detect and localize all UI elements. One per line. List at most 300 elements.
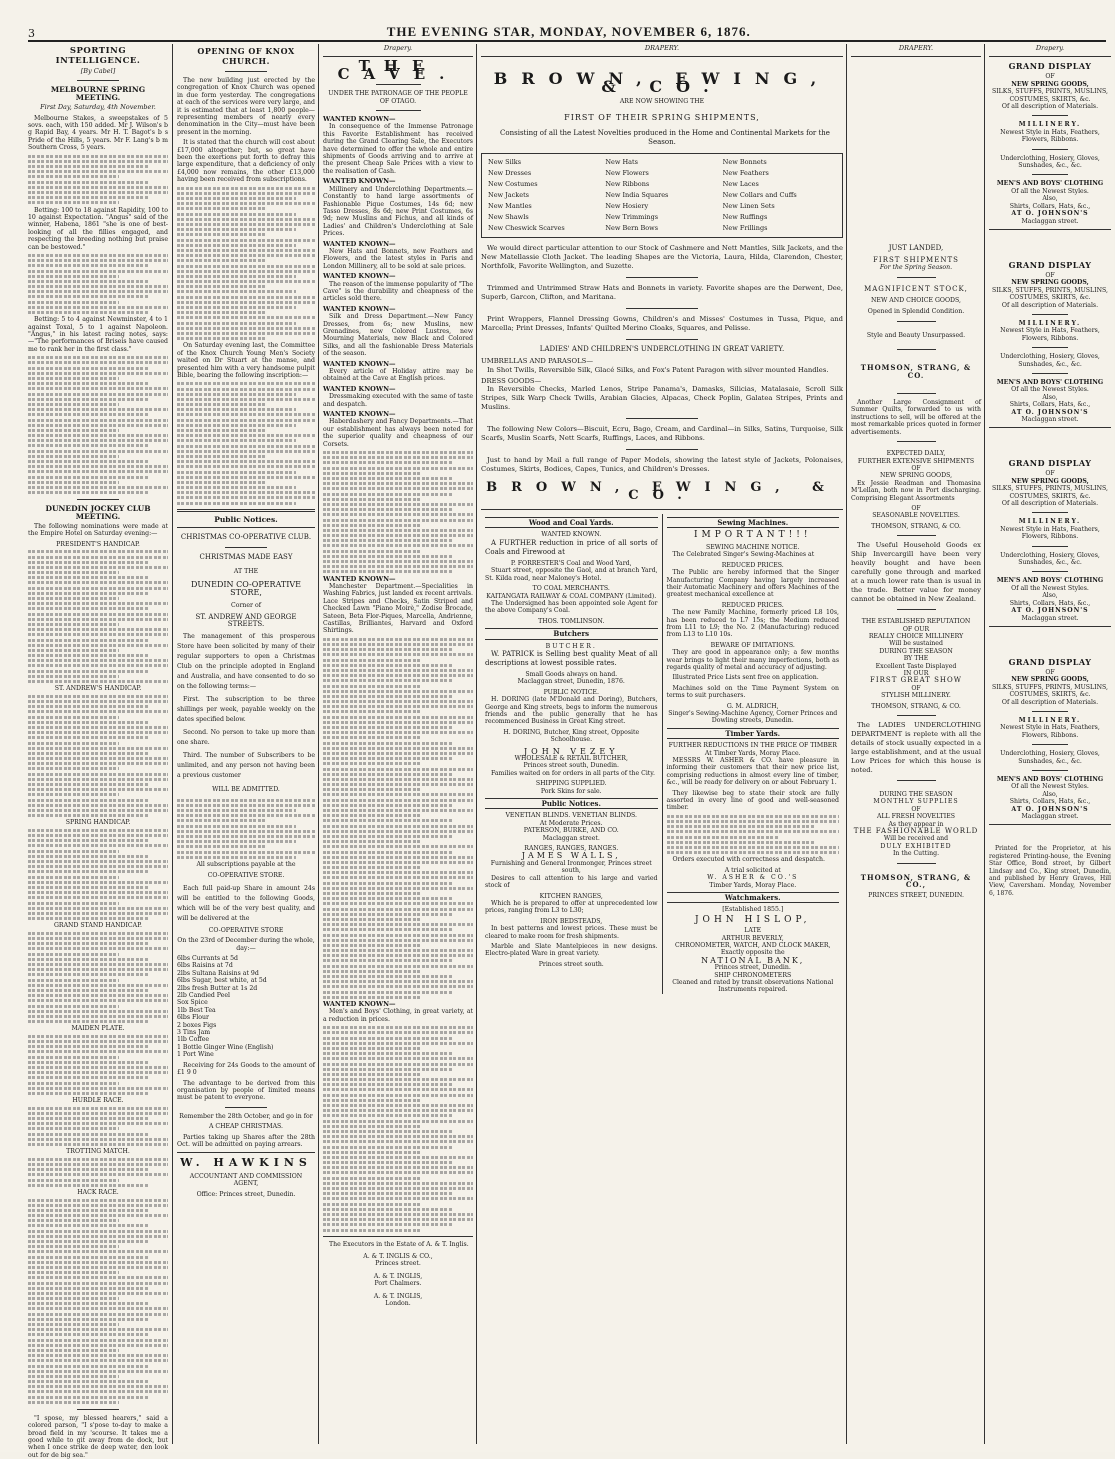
- in-our: IN OUR: [903, 670, 929, 677]
- cave-w1: In consequence of the Immense Patronage this Favorite Establishment has received during the Grand Clearing Sale, the Executors have determined to offer the whole and entire shipments of Goods arriving and to arrive at the present Cheap Sale Prices with a view to the realisation of Cash.: [323, 123, 473, 175]
- wood-coal-label: Wood and Coal Yards.: [485, 517, 658, 528]
- drapery-label-4: Drapery.: [1035, 44, 1065, 52]
- dress-goods-label: DRESS GOODS—: [481, 376, 542, 385]
- tomlinson: THOS. TOMLINSON.: [538, 617, 605, 625]
- new-spring: NEW SPRING GOODS,: [1011, 279, 1089, 287]
- wrappers-para: Print Wrappers, Flannel Dressing Gowns, Children's and Misses' Costumes in Tussa, Pique, and Marcella; Print Dresses, Infants' Quilted Merino Cloaks, Squares, and Pelisse.: [481, 315, 843, 333]
- sole-agent: The Undersigned has been appointed sole Agent for the above Company's Coal.: [485, 599, 658, 615]
- johnson-name: AT O. JOHNSON'S: [1011, 210, 1089, 218]
- streets: ST. ANDREW AND GEORGE STREETS.: [195, 612, 297, 628]
- walls-best: In best patterns and lowest prices. These must be cleared to make room for fresh shipments.: [485, 925, 658, 940]
- johnson-ad-4: [989, 657, 1111, 826]
- race-hurdle: HURDLE RACE.: [72, 1097, 124, 1105]
- race-maiden: MAIDEN PLATE.: [71, 1025, 125, 1033]
- nominations-intro: The following nominations were made at the Empire Hotel on Saturday evening:—: [28, 522, 168, 538]
- grid-item: New Feathers: [722, 169, 769, 178]
- hawkins-office: Office: Princes street, Dunedin.: [196, 1190, 296, 1198]
- duly-exhibited: DULY EXHIBITED: [880, 842, 952, 850]
- subcolumn-sewing: [662, 514, 844, 994]
- coop-store-2: CO-OPERATIVE STORE.: [207, 872, 285, 880]
- really-choice: REALLY CHOICE MILLINERY: [868, 632, 964, 640]
- expected-daily: EXPECTED DAILY,: [886, 450, 946, 458]
- grid-item: New Hosiery: [605, 202, 649, 211]
- new-spring-goods: NEW SPRING GOODS,: [879, 472, 953, 480]
- drapery-label: Drapery.: [383, 44, 413, 52]
- all-desc: Of all description of Materials.: [1001, 698, 1099, 706]
- wanted-known: WANTED KNOWN—: [323, 410, 396, 419]
- new-spring: NEW SPRING GOODS,: [1011, 80, 1089, 88]
- grid-item: New Laces: [722, 180, 759, 189]
- newest-style: Newest Style in Hats, Feathers, Flowers, Ribbons.: [1000, 724, 1100, 739]
- ship-chronometers: SHIP CHRONOMETERS: [714, 971, 792, 979]
- important: IMPORTANT!!!: [693, 530, 812, 541]
- butchers-label: Butchers: [485, 628, 658, 639]
- of-label: OF: [1045, 668, 1055, 676]
- silks: SILKS, STUFFS, PRINTS, MUSLINS, COSTUMES, SKIRTS, &c.: [992, 88, 1108, 103]
- new-spring: NEW SPRING GOODS,: [1011, 676, 1089, 684]
- dress-goods-para: In Reversible Checks, Marled Lenos, Stripe Panama's, Damasks, Silicias, Matalasaie, Scroll Silk Stripes, Silk Warp Check Twills, Arabian Glacies, Alpacas, Check Poplin, Galatea Stripes, Prints and Muslins.: [481, 385, 843, 412]
- colors-para: The following New Colors—Biscuit, Ecru, Bago, Cream, and Cardinal—in Silks, Satins, Turquoise, Silk Scarfs, Muslin Scarfs, Nett Scarfs, Ruffings, Laces, and Ribbons.: [481, 425, 843, 443]
- grid-item: New Dresses: [488, 169, 532, 178]
- during-season: DURING THE SEASON: [879, 647, 953, 655]
- wanted-known: WANTED KNOWN—: [323, 384, 396, 393]
- cave-w7: Dressmaking executed with the same of taste and despatch.: [323, 393, 473, 408]
- grid-item: New Costumes: [488, 180, 538, 189]
- consisting: Consisting of all the Latest Novelties produced in the Home and Continental Markets for the Season.: [500, 129, 830, 147]
- maclaggan-st: Maclaggan street.: [1021, 217, 1079, 225]
- cave-w10: Men's and Boys' Clothing, in great variety, at a reduction in prices.: [323, 1008, 473, 1023]
- angus-paragraph: Betting: 5 to 4 against Newminster, 4 to 1 against Toxal, 5 to 1 against Napoleon. "Angus," in his latest racing notes, says:—"The performances of Briseis have caused me to rank her in the first class.": [28, 316, 168, 353]
- maclaggan: Maclaggan street, Dunedin, 1876.: [517, 678, 625, 686]
- thomson-strang-1: THOMSON, STRANG, & CO.: [860, 363, 972, 380]
- silks: SILKS, STUFFS, PRINTS, MUSLINS, COSTUMES, SKIRTS, &c.: [992, 286, 1108, 302]
- knox-heading: OPENING OF KNOX CHURCH.: [197, 46, 295, 66]
- drapery-label-2: DRAPERY.: [644, 44, 680, 52]
- grand-display: GRAND DISPLAY: [1008, 458, 1092, 469]
- johnson-name: AT O. JOHNSON'S: [1011, 408, 1089, 416]
- johnson-name: AT O. JOHNSON'S: [1011, 805, 1089, 813]
- wanted-known: WANTED KNOWN—: [323, 574, 396, 583]
- grid-item: New Collars and Cuffs: [722, 191, 797, 200]
- coop-club: CHRISTMAS CO-OPERATIVE CLUB.: [180, 533, 312, 542]
- coop-first: First. The subscription to be three shillings per week, payable weekly on the dates specified below.: [177, 696, 315, 724]
- advantage: The advantage to be derived from this organisation by people of limited means must be patent to everyone.: [177, 1079, 315, 1102]
- race-presidents: PRESIDENT'S HANDICAP.: [56, 540, 140, 548]
- during-season-2: DURING THE SEASON: [879, 791, 953, 799]
- cave-w6: Every article of Holiday attire may be obtained at the Cave at English prices.: [323, 368, 473, 383]
- first-great-show: FIRST GREAT SHOW: [870, 676, 962, 685]
- race-results: Melbourne Stakes, a sweepstakes of 5 sovs. each, with 150 added. Mr J. Wilson's b g Rapid Bay, 4 years. Mr H. T. Bagot's b s Pride of the Hills, 5 years. Mr F. Lang's b m Southern Cross, 5 years.: [28, 114, 168, 152]
- further-shipments: FURTHER EXTENSIVE SHIPMENTS: [857, 457, 975, 465]
- ships: Ex Jessie Readman and Thomasina M'Lellan, both now in Port discharging. Comprising Elegant Assortments: [851, 479, 981, 502]
- goods-row: 6lbs Flour: [177, 1014, 209, 1022]
- moderate-prices: At Moderate Prices.: [539, 819, 603, 827]
- wanted-known: WANTED KNOWN—: [323, 115, 396, 124]
- race-trotting: TROTTING MATCH.: [66, 1148, 130, 1156]
- monthly-supplies: MONTHLY SUPPLIES: [873, 798, 959, 806]
- thomson-strang-3: THOMSON, STRANG, & CO.: [871, 702, 961, 710]
- silks: SILKS, STUFFS, PRINTS, MUSLINS, COSTUMES, SKIRTS, &c.: [992, 485, 1108, 500]
- maclaggan-2: Maclaggan street.: [542, 834, 600, 842]
- maclaggan-st: Maclaggan street.: [1021, 416, 1079, 423]
- kitchen-ranges: KITCHEN RANGES,: [539, 892, 603, 900]
- brown-ewing-title: BROWN, EWING, & CO.: [493, 69, 831, 96]
- opened: Opened in Splendid Condition.: [867, 308, 965, 316]
- mens-clothing: MEN'S AND BOYS' CLOTHING: [996, 775, 1104, 783]
- princes-street: PRINCES STREET, DUNEDIN.: [868, 891, 964, 899]
- lower-subcolumns: [481, 514, 843, 994]
- of-4: OF: [911, 805, 921, 813]
- race-spring: SPRING HANDICAP.: [65, 819, 131, 827]
- patronage: UNDER THE PATRONAGE OF THE PEOPLE OF OTAGO.: [328, 90, 468, 105]
- also: Also,: [1042, 195, 1058, 203]
- grid-item: New Mantles: [488, 202, 532, 211]
- at-the: AT THE: [233, 567, 259, 575]
- of-all: Of all the Newest Styles.: [1011, 386, 1089, 394]
- maclaggan-st: Maclaggan street.: [1021, 614, 1079, 622]
- column-sporting: [28, 44, 172, 1459]
- walls-desires: Desires to call attention to his large and varied stock of: [485, 874, 658, 890]
- hawkins-agent: ACCOUNTANT AND COMMISSION AGENT,: [189, 1172, 303, 1188]
- coop-management: The management of this prosperous Store have been solicited by many of their regular supporters to open a Christmas Club on the principle adopted in England and Australia, and have consented to do so on the following terms:—: [177, 633, 315, 691]
- watchmakers-label: Watchmakers.: [667, 892, 840, 903]
- shipping-supplied: SHIPPING SUPPLIED.: [535, 780, 607, 788]
- inglis-london: A. & T. INGLIS,: [373, 1292, 423, 1300]
- inglis-port: A. & T. INGLIS,: [373, 1272, 423, 1280]
- asher-name: W. ASHER & CO.'S: [707, 874, 799, 882]
- subscriptions-payable: All subscriptions payable at the: [196, 860, 296, 868]
- shirts: Shirts, Collars, Hats, &c.,: [1009, 401, 1091, 409]
- chronometer-maker: CHRONOMETER, WATCH, AND CLOCK MAKER,: [675, 942, 831, 950]
- walls-marble: Marble and Slate Mantelpieces in new designs. Electro-plated Ware in great variety.: [485, 942, 658, 958]
- pork-skins: Pork Skins for sale.: [540, 787, 602, 795]
- asher-para: MESSRS W. ASHER & CO. have pleasure in informing their customers that their new price list, comprising reductions in almost every line of timber, &c., will be ready for delivery on or about February 1.: [666, 757, 839, 787]
- of-label: OF: [1045, 73, 1055, 81]
- hislop: JOHN HISLOP,: [694, 914, 811, 925]
- paterson-burke: PATERSON, BURKE, AND CO.: [523, 827, 619, 835]
- race-hack: HACK RACE.: [77, 1188, 119, 1196]
- betting-paragraph: Betting: 100 to 18 against Rapidity, 100 to 10 against Expectation. "Angus" said of the winner, Habena, 1861 "she is one of best-looking of all the fillies engaged, and respecting the breeding nothing but praise can be bestowed.": [28, 206, 168, 251]
- in-the: In the Cutting.: [892, 850, 940, 858]
- goods-row: 2 boxes Figs: [177, 1021, 217, 1029]
- grid-item: New Hats: [605, 158, 638, 167]
- grid-item: New Frillings: [722, 224, 768, 233]
- late: LATE: [744, 927, 762, 935]
- illustrated: Illustrated Price Lists sent free on application.: [672, 674, 819, 682]
- hawkins-name: W. HAWKINS: [180, 1156, 312, 1170]
- coop-third: Third. The number of Subscribers to be unlimited, and any person not having been a previous customer: [177, 752, 315, 780]
- also: Also,: [1042, 592, 1058, 600]
- first-shipments: FIRST SHIPMENTS: [873, 255, 959, 264]
- useful-goods: The Useful Household Goods ex Ship Invercargill have been very heavily bought and have been carefully gone through and marked at a much lower rate than is usual in the trade. Better value for money cannot be obtained in New Zealand.: [851, 541, 981, 604]
- masthead: [28, 22, 1106, 42]
- remember: Remember the 28th October, and go in for: [179, 1112, 313, 1120]
- will-be: Will be received and: [883, 835, 949, 843]
- cave-w3: New Hats and Bonnets, new Feathers and Flowers, and the latest styles in Paris and London Millinery, all to be sold at sale prices.: [323, 247, 473, 270]
- grid-item: New Jackets: [488, 191, 530, 200]
- grid-item: New Silks: [488, 158, 522, 167]
- reduced-prices-2: REDUCED PRICES.: [721, 601, 784, 609]
- column-johnson: [984, 44, 1115, 1444]
- summer-quilts: Another Large Consignment of Summer Quilts, forwarded to us with instructions to sell, will be offered at the most remarkable prices quoted in former advertisements.: [851, 399, 981, 436]
- grid-item: New Bonnets: [722, 158, 767, 167]
- coal-merchants: TO COAL MERCHANTS.: [532, 585, 610, 593]
- new-goods-grid: [481, 153, 843, 238]
- walls-south: Princes street south.: [538, 960, 604, 968]
- silks: SILKS, STUFFS, PRINTS, MUSLINS, COSTUMES, SKIRTS, &c.: [992, 683, 1108, 699]
- timber-label: Timber Yards.: [667, 728, 840, 739]
- underclothing: Underclothing, Hosiery, Gloves, Sunshades, &c., &c.: [1000, 154, 1100, 170]
- walls-which: Which he is prepared to offer at unprecedented low prices, ranging from L3 to L30;: [485, 899, 658, 915]
- wanted-known: WANTED KNOWN—: [323, 272, 396, 281]
- grand-display: GRAND DISPLAY: [1008, 656, 1092, 667]
- share-entitled: Each full paid-up Share in amount 24s will be entitled to the following Goods, which will be of the very best quality, and will be delivered at the: [177, 884, 315, 922]
- kaitangata: KAITANGATA RAILWAY & COAL COMPANY (Limited).: [486, 592, 657, 600]
- national-bank: NATIONAL BANK,: [701, 955, 805, 965]
- also: Also,: [1042, 393, 1058, 401]
- style-beauty: Style and Beauty Unsurpassed.: [866, 331, 966, 339]
- newest-style: Newest Style in Hats, Feathers, Flowers, Ribbons.: [1000, 128, 1100, 144]
- grid-item: New Ruffings: [722, 213, 768, 222]
- patrick-ad: W. PATRICK is Selling best quality Meat of all descriptions at lowest possible rates.: [485, 649, 658, 667]
- grid-item: New Shawls: [488, 213, 529, 222]
- james-walls: JAMES WALLS,: [521, 851, 621, 861]
- sewing-label: Sewing Machines.: [667, 517, 840, 528]
- of-3: OF: [911, 684, 921, 692]
- sustained: Will be sustained: [889, 640, 943, 648]
- of-our: OF OUR: [902, 625, 930, 633]
- just-landed: JUST LANDED,: [888, 244, 944, 253]
- grid-item: New Linen Sets: [722, 202, 775, 211]
- also: Also,: [1042, 790, 1058, 798]
- cave-w5: Silk and Dress Department.—New Fancy Dresses, from 6s; new Muslins, new Grenadines, new Colored Lustres, new Mourning Materials, new Black and Colored Silks, and all the fashionable Dress Materials of the season.: [323, 313, 473, 358]
- race-st-andrews: ST. ANDREW'S HANDICAP.: [54, 685, 142, 693]
- inglis-co-addr: Princes street.: [375, 1260, 421, 1268]
- iron-bedsteads: IRON BEDSTEADS,: [540, 917, 603, 925]
- grid-item: New Cheswick Scarves: [488, 224, 565, 233]
- cave-w8: Haberdashery and Fancy Departments.—That our establishment has always been noted for the superior quality and cheapness of our Corsets.: [323, 418, 473, 448]
- receiving-total: Receiving for 24s Goods to the amount of £1 9 0: [177, 1061, 315, 1077]
- column-brown-ewing: [476, 44, 847, 1444]
- millinery: MILLINERY.: [1018, 319, 1082, 327]
- first-day: First Day, Saturday, 4th November.: [40, 103, 156, 112]
- grid-item: New Bern Bows: [605, 224, 659, 233]
- wanted-known: WANTED KNOWN—: [323, 239, 396, 248]
- parties-shares: Parties taking up Shares after the 28th Oct. will be admitted on paying arrears.: [177, 1133, 315, 1148]
- goods-row: 6lbs Sugar, best white, at 5d: [177, 977, 267, 985]
- by-the: BY THE: [903, 655, 929, 663]
- cave-w4: The reason of the immense popularity of "The Cave" is the durability and cheapness of the articles sold there.: [323, 280, 473, 303]
- underclothing: Underclothing, Hosiery, Gloves, Sunshades, &c., &c.: [1000, 353, 1100, 368]
- hats-para: Trimmed and Untrimmed Straw Hats and Bonnets in variety. Favorite shapes are the Derwent, Dee, Superb, Garcon, Clifton, and Maritana.: [481, 284, 843, 302]
- grand-display: GRAND DISPLAY: [1008, 259, 1092, 270]
- christmas-easy: CHRISTMAS MADE EASY: [199, 553, 293, 562]
- underclothing: Underclothing, Hosiery, Gloves, Sunshades, &c., &c.: [1000, 551, 1100, 567]
- mens-clothing: MEN'S AND BOYS' CLOTHING: [996, 577, 1104, 585]
- of-2: OF: [911, 504, 921, 512]
- thomson-strang-4: THOMSON, STRANG, & CO.,: [860, 872, 972, 890]
- forrester-address: Stuart street, opposite the Gaol, and at branch Yard, St. Kilda road, near Maloney's Hotel.: [485, 567, 658, 582]
- singer-depot: Singer's Sewing-Machine Agency, Corner Princes and Dowling streets, Dunedin.: [668, 710, 838, 725]
- goods-list: [177, 955, 315, 1059]
- all-desc: Of all description of Materials.: [1001, 103, 1099, 111]
- mens-clothing: MEN'S AND BOYS' CLOTHING: [996, 378, 1104, 386]
- trial: A trial solicited at: [724, 866, 781, 874]
- beverly: ARTHUR BEVERLY,: [721, 934, 784, 942]
- goods-row: 6lbs Raisins at 7d: [177, 962, 233, 970]
- johnson-ad-3: [989, 458, 1111, 627]
- as-they: As they appear in: [888, 820, 944, 828]
- mantles-para: We would direct particular attention to our Stock of Cashmere and Nett Mantles, Silk Jackets, and the New Matellassie Cloth Jacket. The leading Shapes are the Victoria, Laura, Hilda, Clarendon, Chester, Northfolk, Favorite Wellington, and Suzette.: [481, 244, 843, 271]
- johnson-name: AT O. JOHNSON'S: [1011, 607, 1089, 615]
- goods-row: 6lbs Currants at 5d: [177, 955, 238, 962]
- masthead-title: THE EVENING STAR, MONDAY, NOVEMBER 6, 1876.: [386, 24, 751, 39]
- goods-row: 2lbs Sultana Raisins at 9d: [177, 969, 259, 977]
- grid-item: New Trimmings: [605, 213, 659, 222]
- millinery: MILLINERY.: [1018, 716, 1082, 724]
- parson-anecdote: "I spose, my blessed hearers," said a colored parson, "I s'pose to-day to make a broad field in my 'scourse. It takes me a good while to git away from de dock, but when I once strike de deep water, den look out for de big sea.": [28, 1414, 168, 1459]
- aldrich: G. M. ALDRICH,: [726, 702, 779, 710]
- of-label: OF: [1045, 271, 1055, 279]
- vezey-address: Princes street south, Dunedin.: [523, 762, 620, 770]
- wanted-known-coal: WANTED KNOWN.: [541, 531, 602, 539]
- ranges: RANGES, RANGES, RANGES.: [524, 845, 619, 853]
- johnson-ad-1: [989, 61, 1111, 230]
- for-spring: For the Spring Season.: [879, 264, 953, 272]
- knox-para-3: On Saturday evening last, the Committee of the Knox Church Young Men's Society waited on Dr Stuart at the manse, and presented him with a very handsome pulpit Bible, bearing the following inscription:—: [177, 342, 315, 379]
- will-be-admitted: WILL BE ADMITTED.: [212, 786, 280, 794]
- the-cave-title: THE CAVE.: [337, 57, 459, 83]
- goods-row: 1 Bottle Ginger Wine (English): [177, 1043, 274, 1051]
- asher-likewise: They likewise beg to state their stock are fully assorted in every line of good and well-seasoned timber.: [666, 789, 839, 812]
- vezey-trade: WHOLESALE & RETAIL BUTCHER,: [514, 755, 628, 762]
- goods-row: Sox Spice: [177, 999, 208, 1007]
- walls-trade: Furnishing and General Ironmonger, Princes street south,: [490, 859, 652, 875]
- melbourne-heading: MELBOURNE SPRING MEETING.: [50, 85, 146, 102]
- inglis-co: A. & T. INGLIS & CO.,: [363, 1252, 433, 1260]
- first-spring-shipments: FIRST OF THEIR SPRING SHIPMENTS,: [564, 112, 760, 122]
- of-all: Of all the Newest Styles.: [1011, 783, 1089, 791]
- all-desc: Of all description of Materials.: [1001, 301, 1099, 309]
- excellent-taste: Excellent Taste Displayed: [875, 662, 957, 670]
- maclaggan-st: Maclaggan street.: [1021, 813, 1079, 820]
- wanted-known: WANTED KNOWN—: [323, 359, 396, 368]
- subcolumn-wood-coal: [481, 514, 662, 994]
- shirts: Shirts, Collars, Hats, &c.,: [1009, 202, 1091, 210]
- families: Families waited on for orders in all parts of the City.: [491, 769, 655, 777]
- dunedin-jockey-heading: DUNEDIN JOCKEY CLUB MEETING.: [45, 504, 151, 521]
- ladies-dept: The LADIES UNDERCLOTHING DEPARTMENT is replete with all the details of stock usually expected in a large establishment, and at the usual Low Prices for which this house is noted.: [851, 721, 981, 775]
- imprint: Printed for the Proprietor, at his registered Printing-house, the Evening Star Office, Bond street, by Gilbert Lindsay and Co., King street, Dunedin, and published by Henry Graves, Hill View, Caversham. Monday, November 6, 1876.: [989, 845, 1111, 897]
- established-rep: THE ESTABLISHED REPUTATION: [861, 618, 971, 626]
- goods-row: 2lb Candied Peel: [177, 992, 230, 1000]
- public-notice: PUBLIC NOTICE.: [543, 688, 599, 696]
- of-all: Of all the Newest Styles.: [1011, 187, 1089, 195]
- knox-para-2: It is stated that the church will cost about £17,000 altogether; but, so great have been the exertions put forth to defray this large expenditure, that a deficiency of only £4,000 now remains, the other £13,000 having been received from subscriptions.: [177, 139, 315, 184]
- timber-yards: At Timber Yards, Moray Place.: [704, 749, 801, 757]
- fashionable-world: THE FASHIONABLE WORLD: [853, 827, 979, 836]
- new-choice: NEW AND CHOICE GOODS,: [871, 297, 961, 305]
- page-number: 3: [28, 27, 35, 40]
- new-spring: NEW SPRING GOODS,: [1011, 477, 1089, 485]
- grand-display: GRAND DISPLAY: [1008, 61, 1092, 72]
- grid-item: New India Squares: [605, 191, 669, 200]
- corner-of: Corner of: [230, 602, 261, 610]
- butcher-heading: BUTCHER.: [545, 642, 597, 650]
- public-notices-2: Public Notices.: [485, 798, 658, 809]
- grid-item: New Ribbons: [605, 180, 650, 189]
- family-machine: The new Family Machine, formerly priced L8 10s, has been reduced to L7 15s; the Medium reduced from L11 to L9; the No. 2 (Manufacturing) reduced from L13 to L10 10s.: [666, 609, 839, 639]
- wanted-known: WANTED KNOWN—: [323, 304, 396, 313]
- brown-ewing-footer: BROWN, EWING, & CO.: [486, 480, 838, 503]
- princes-dunedin: Princes street, Dunedin.: [714, 964, 791, 972]
- small-goods: Small Goods always on hand.: [525, 670, 618, 678]
- newest-style: Newest Style in Hats, Feathers, Flowers, Ribbons.: [1000, 525, 1100, 541]
- all-fresh: ALL FRESH NOVELTIES: [876, 813, 956, 821]
- drapery-label-3: DRAPERY.: [898, 44, 934, 52]
- of-all: Of all the Newest Styles.: [1011, 584, 1089, 592]
- goods-row: 1 Port Wine: [177, 1051, 214, 1059]
- underclothing: Underclothing, Hosiery, Gloves, Sunshades, &c., &c.: [1000, 750, 1100, 765]
- executors: The Executors in the Estate of A. & T. Inglis.: [329, 1240, 469, 1248]
- millinery: MILLINERY.: [1018, 518, 1082, 526]
- public-notices-label: Public Notices.: [214, 514, 278, 524]
- now-showing: ARE NOW SHOWING THE: [619, 98, 705, 106]
- time-payment: Machines sold on the Time Payment System on terms to suit purchasers.: [666, 684, 839, 700]
- asher-yards: Timber Yards, Moray Place.: [709, 881, 797, 889]
- december-23: On the 23rd of December during the whole, day:—: [177, 937, 315, 952]
- goods-row: 1lb Coffee: [177, 1036, 210, 1044]
- thomson-strang-2: THOMSON, STRANG, & CO.: [871, 522, 961, 530]
- cave-w2: Millinery and Underclothing Departments.—Constantly to hand large assortments of Fashionable Pique Costumes, 14s 6d; new Tasso Dresses, 8s 6d; new Print Costumes, 6s 9d; new Muslins and Fichus, and all kinds of Ladies' and Children's Underclothing at Sale Prices.: [323, 185, 473, 238]
- sporting-heading: SPORTING INTELLIGENCE.: [55, 46, 141, 66]
- wanted-known: WANTED KNOWN—: [323, 177, 396, 186]
- forrester: P. FORRESTER'S Coal and Wood Yard,: [510, 559, 632, 567]
- newest-style: Newest Style in Hats, Feathers, Flowers, Ribbons.: [1000, 327, 1100, 342]
- coop-store: DUNEDIN CO-OPERATIVE STORE,: [190, 580, 302, 597]
- vezey-name: JOHN VEZEY: [523, 746, 619, 756]
- beware-para: They are good in appearance only; a few months wear brings to light their many imperfections, both as regards quality of metal and accuracy of adjusting.: [666, 649, 839, 671]
- exactly-opposite: Exactly opposite the: [720, 949, 785, 957]
- millinery: MILLINERY.: [1018, 121, 1082, 129]
- johnson-ad-2: [989, 260, 1111, 429]
- umbrellas-label: UMBRELLAS AND PARASOLS—: [481, 357, 594, 366]
- stylish-millinery: STYLISH MILLINERY.: [881, 692, 951, 700]
- column-thomson-strang: [846, 44, 985, 1444]
- reduced-prices: REDUCED PRICES.: [721, 561, 784, 569]
- goods-row: 2lbs fresh Butter at 1s 2d: [177, 984, 258, 992]
- sewing-notice: SEWING MACHINE NOTICE.: [706, 543, 800, 551]
- all-desc: Of all description of Materials.: [1001, 500, 1099, 508]
- inglis-london-addr: London.: [385, 1299, 411, 1307]
- goods-row: 1lb Best Tea: [177, 1006, 216, 1014]
- umbrellas-para: In Shot Twills, Reversible Silk, Glacé Silks, and Fox's Patent Paragon with silver mounted Handles.: [487, 365, 829, 374]
- beware: BEWARE OF IMITATIONS.: [710, 641, 795, 649]
- magnificent-stock: MAGNIFICENT STOCK,: [864, 284, 968, 293]
- paper-models-para: Just to hand by Mail a full range of Paper Models, showing the latest style of Jackets, Polonaises, Costumes, Skirts, Bodices, Capes, Tunics, and Children's Dresses.: [481, 456, 843, 474]
- venetian-blinds: VENETIAN BLINDS. VENETIAN BLINDS.: [505, 812, 638, 820]
- doring-ad: H. DORING (late M'Donald and Doring), Butchers, George and King streets, begs to inform the numerous friends and the public generally that he has recommenced Business in Great King street.: [485, 696, 658, 726]
- ladies-underclothing: LADIES' AND CHILDREN'S UNDERCLOTHING IN GREAT VARIETY.: [539, 345, 785, 354]
- shirts: Shirts, Collars, Hats, &c.,: [1009, 798, 1091, 806]
- grid-item: New Flowers: [605, 169, 649, 178]
- column-cave: [318, 44, 477, 1444]
- doring-sign: H. DORING, Butcher, King street, Opposite Schoolhouse.: [503, 728, 640, 744]
- coop-second: Second. No person to take up more than one share.: [177, 729, 315, 747]
- byline: [By Cabel]: [80, 67, 116, 75]
- of-label: OF: [1045, 470, 1055, 478]
- sewing-public: The Public are hereby informed that the Singer Manufacturing Company having largely increased their Automatic Machinery and offers Machines of the greatest mechanical excellence at: [666, 569, 839, 599]
